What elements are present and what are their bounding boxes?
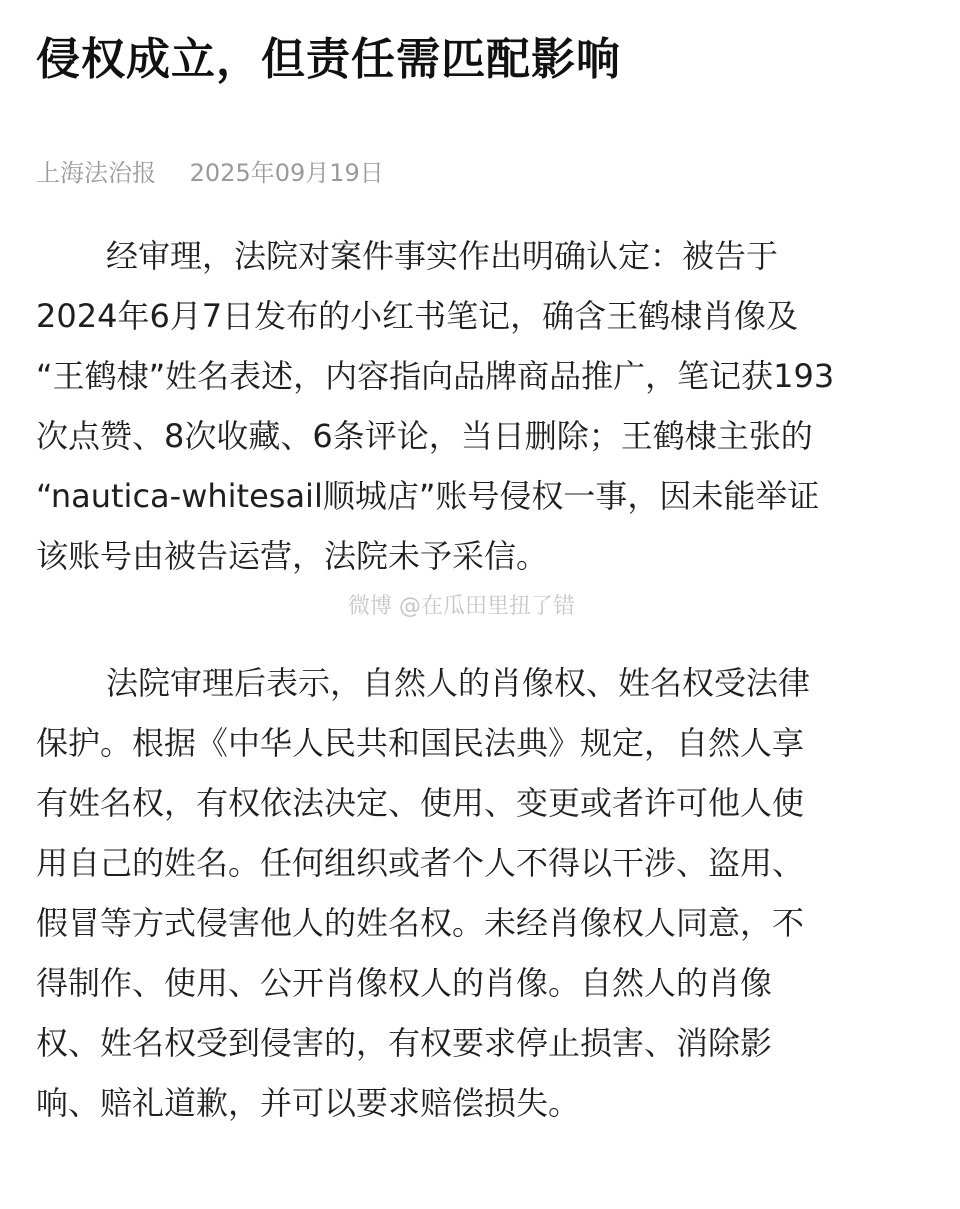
paragraph-line: 用自己的姓名。任何组织或者个人不得以干涉、盗用、 <box>36 844 805 882</box>
paragraph-line: 2024年6月7日发布的小红书笔记，确含王鹤棣肖像及 <box>36 297 799 335</box>
watermark: 微博 @在瓜田里扭了错 <box>348 594 575 619</box>
paragraph-line: “王鹤棣”姓名表述，内容指向品牌商品推广，笔记获193 <box>36 357 835 395</box>
paragraph-2 <box>36 653 936 1133</box>
paragraph-line: 次点赞、8次收藏、6条评论，当日删除；王鹤棣主张的 <box>36 417 813 455</box>
source-name: 上海法治报 <box>36 159 156 187</box>
publish-date: 2025年09月19日 <box>189 159 384 187</box>
paragraph-line: “nautica-whitesail顺城店”账号侵权一事，因未能举证 <box>36 477 820 515</box>
article-title: 侵权成立，但责任需匹配影响 <box>36 34 621 85</box>
paragraph-1 <box>36 226 936 586</box>
paragraph-line: 法院审理后表示，自然人的肖像权、姓名权受法律 <box>106 664 811 702</box>
paragraph-line: 经审理，法院对案件事实作出明确认定：被告于 <box>106 237 779 275</box>
article-meta <box>36 156 384 190</box>
paragraph-line: 权、姓名权受到侵害的，有权要求停止损害、消除影 <box>36 1024 773 1062</box>
paragraph-line: 保护。根据《中华人民共和国民法典》规定，自然人享 <box>36 724 805 762</box>
paragraph-line: 该账号由被告运营，法院未予采信。 <box>36 537 549 575</box>
paragraph-line: 有姓名权，有权依法决定、使用、变更或者许可他人使 <box>36 784 805 822</box>
paragraph-line: 假冒等方式侵害他人的姓名权。未经肖像权人同意，不 <box>36 904 805 942</box>
paragraph-line: 得制作、使用、公开肖像权人的肖像。自然人的肖像 <box>36 964 773 1002</box>
paragraph-line: 响、赔礼道歉，并可以要求赔偿损失。 <box>36 1084 581 1122</box>
